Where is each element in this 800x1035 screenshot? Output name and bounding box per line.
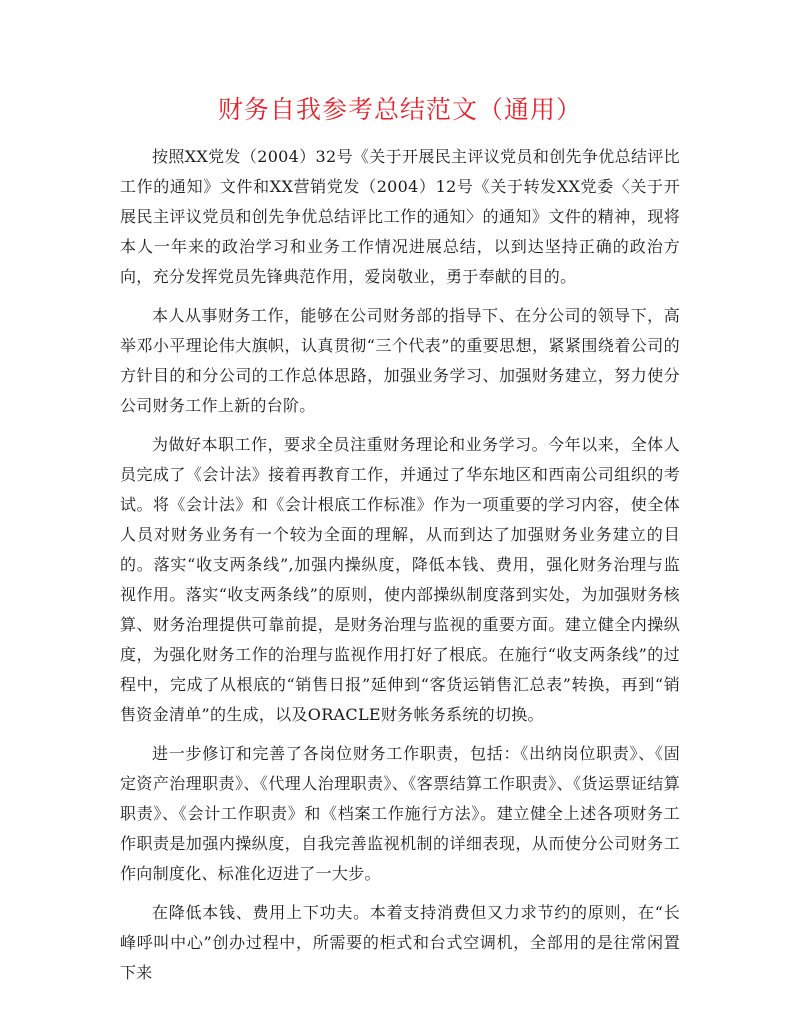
paragraph-1: 按照XX党发（2004）32号《关于开展民主评议党员和创先争优总结评比工作的通知》文件和XX营销党发（2004）12号《关于转发XX党委〈关于开展民主评议党员和创先争优总结评比工作的通知〉的通知》文件的精神，现将本人一年来的政治学习和业务工作情况进展总结，以到达坚持正确的政治方向，充分发挥党员先锋典范作用，爱岗敬业，勇于奉献的目的。 xyxy=(120,147,680,286)
paragraph-3: 为做好本职工作，要求全员注重财务理论和业务学习。今年以来，全体人员完成了《会计法》接着再教育工作，并通过了华东地区和西南公司组织的考试。将《会计法》和《会计根底工作标准》作为一项重要的学习内容，使全体人员对财务业务有一个较为全面的理解，从而到达了加强财务业务建立的目的。落实“收支两条线”,加强内操纵度，降低本钱、费用，强化财务治理与监视作用。落实“收支两条线”的原则，使内部操纵制度落到实处，为加强财务核算、财务治理提供可靠前提，是财务治理与监视的重要方面。建立健全内操纵度，为强化财务工作的治理与监视作用打好了根底。在施行“收支两条线”的过程中，完成了从根底的“销售日报”延伸到“客货运销售汇总表”转换，再到“销售资金清单”的生成，以及ORACLE财务帐务系统的切换。 xyxy=(120,435,680,724)
document-title: 财务自我参考总结范文（通用） xyxy=(217,95,582,124)
document-body xyxy=(120,142,680,997)
paragraph-5: 在降低本钱、费用上下功夫。本着支持消费但又力求节约的原则，在“长峰呼叫中心”创办过程中，所需要的柜式和台式空调机，全部用的是往常闲置下来 xyxy=(120,903,680,982)
paragraph-2: 本人从事财务工作，能够在公司财务部的指导下、在分公司的领导下，高举邓小平理论伟大旗帜，认真贯彻“三个代表”的重要思想，紧紧围绕着公司的方针目的和分公司的工作总体思路，加强业务学习、加强财务建立，努力使分公司财务工作上新的台阶。 xyxy=(120,306,680,415)
paragraph-4: 进一步修订和完善了各岗位财务工作职责，包括：《出纳岗位职责》、《固定资产治理职责》、《代理人治理职责》、《客票结算工作职责》、《货运票证结算职责》、《会计工作职责》和《档案工作施行方法》。建立健全上述各项财务工作职责是加强内操纵度，自我完善监视机制的详细表现，从而使分公司财务工作向制度化、标准化迈进了一大步。 xyxy=(120,744,680,883)
